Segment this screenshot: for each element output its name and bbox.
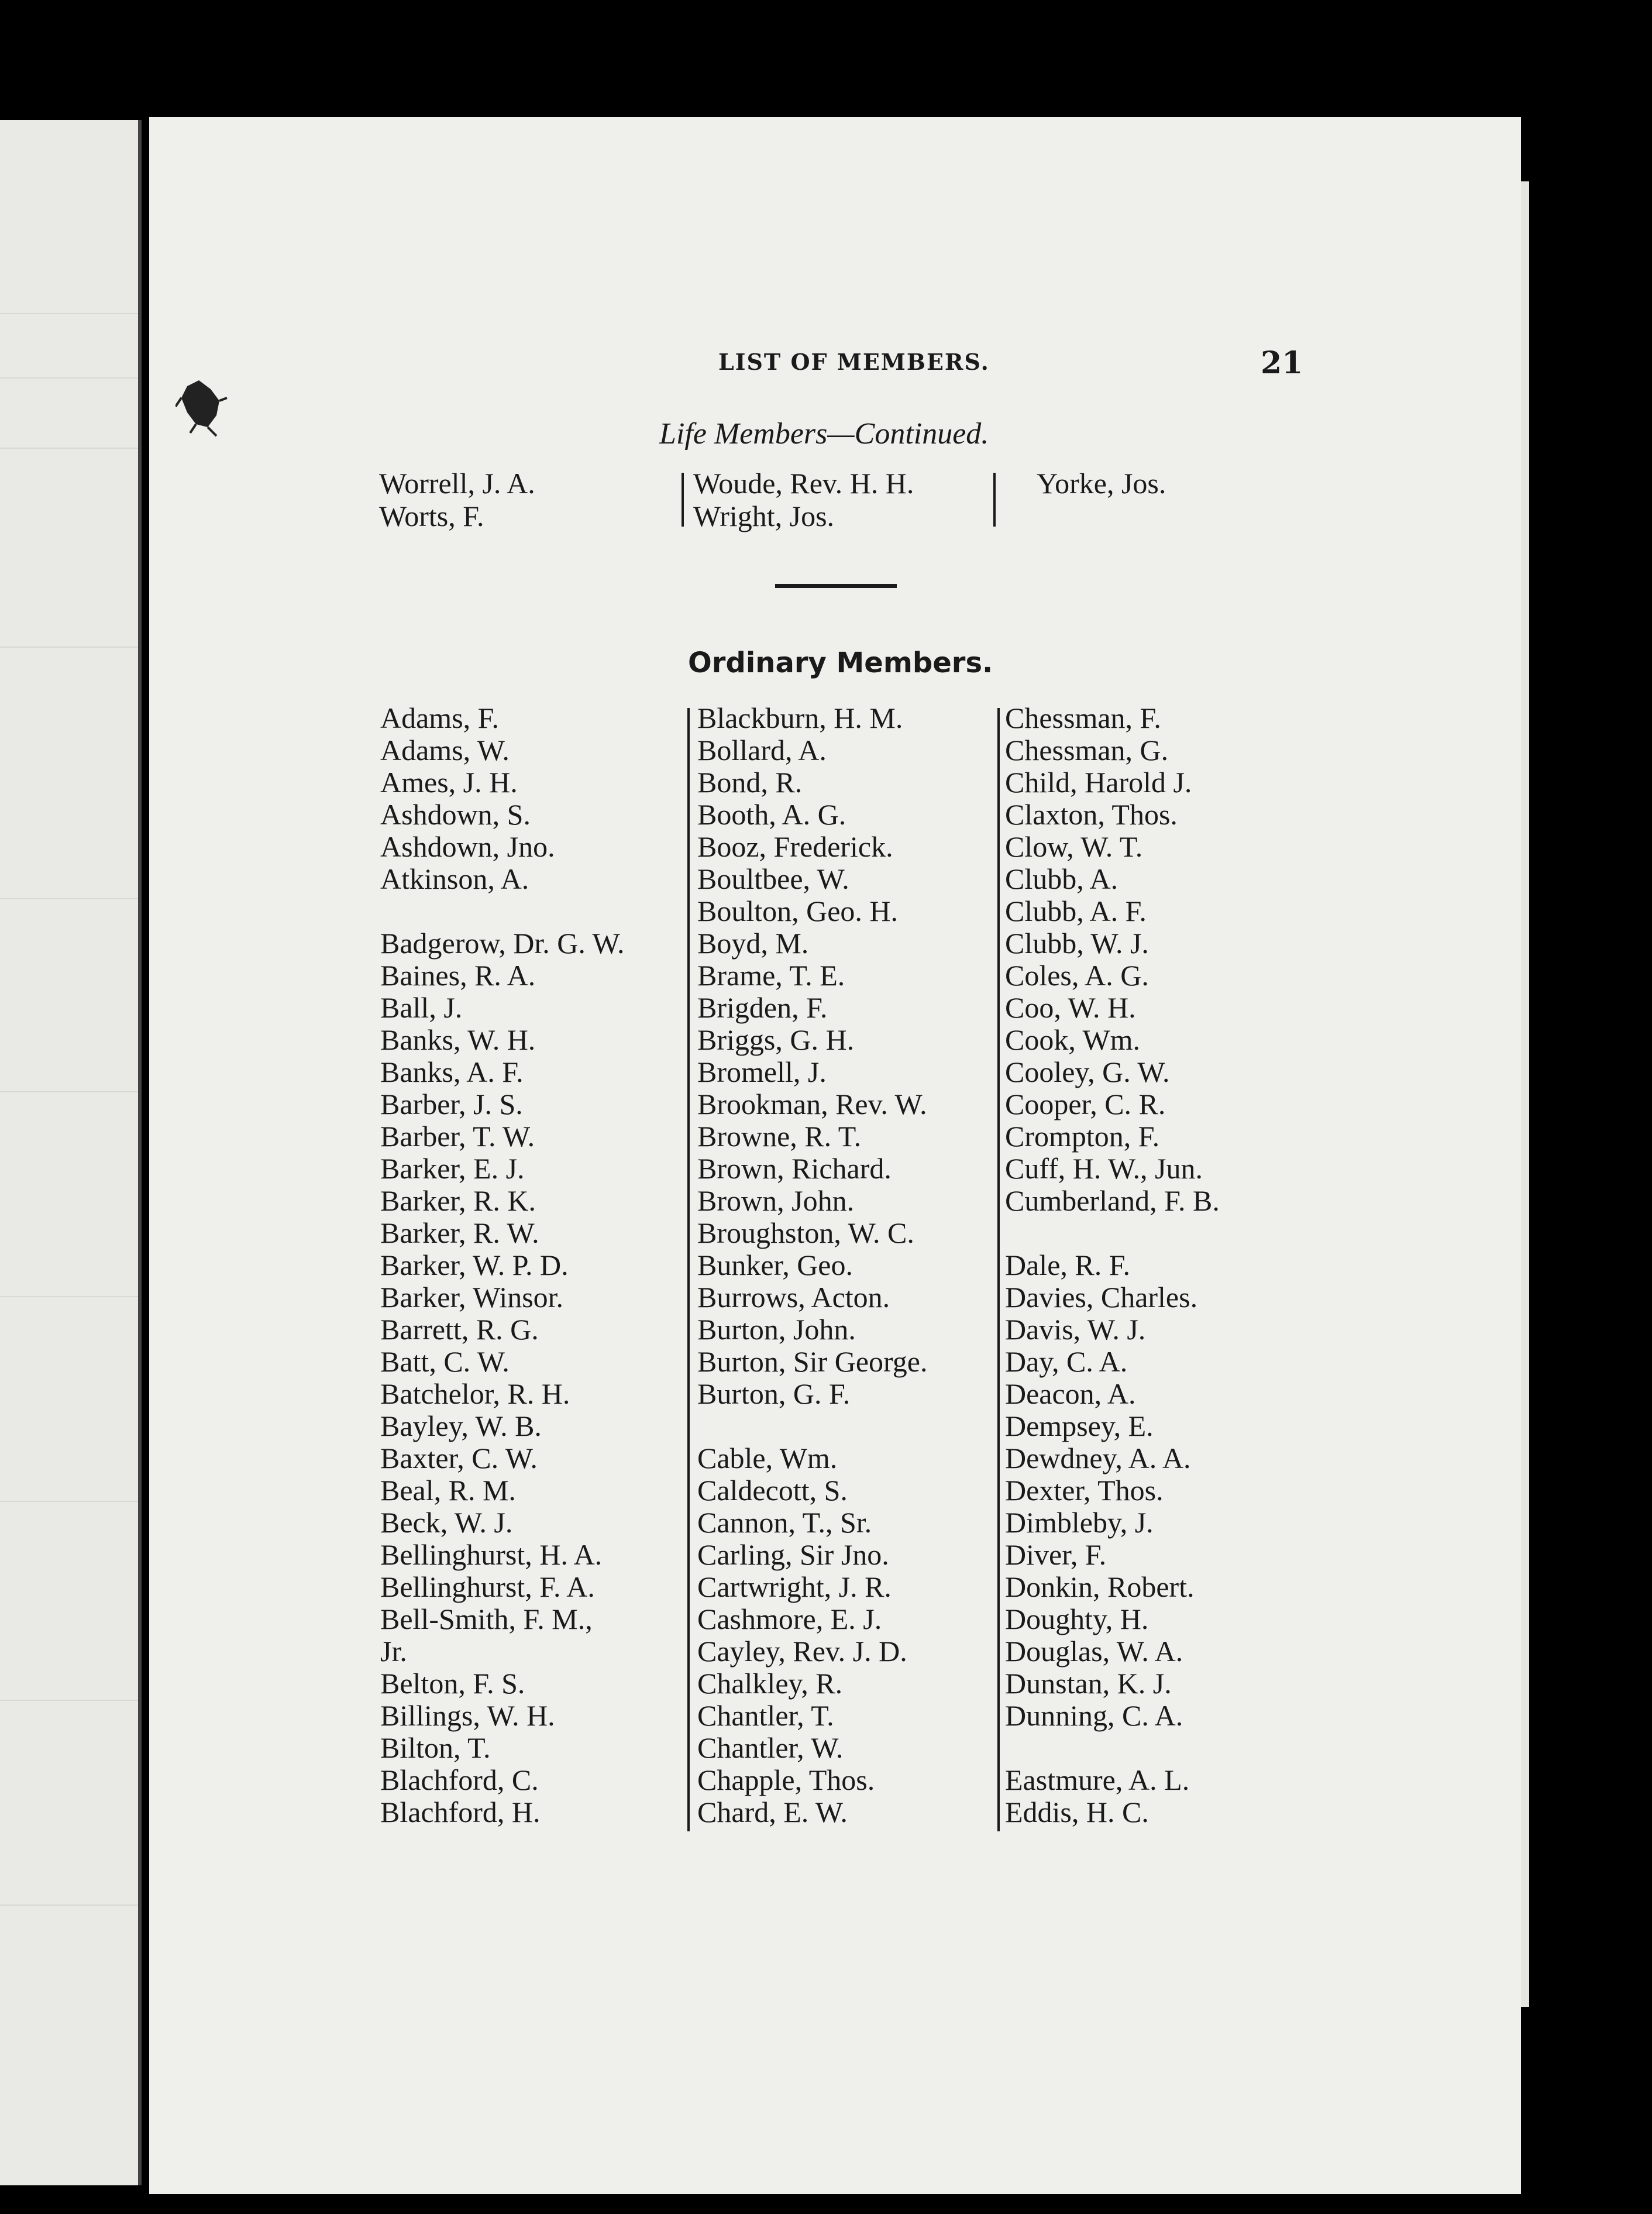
member-name: Beal, R. M. — [380, 1474, 516, 1507]
member-name: Barber, J. S. — [380, 1088, 523, 1120]
member-name: Browne, R. T. — [697, 1120, 862, 1153]
ordinary-members-column-2 — [697, 702, 927, 1828]
member-name: Banks, A. F. — [380, 1056, 524, 1088]
ordinary-members-column-1 — [380, 702, 625, 1828]
column-rule — [687, 708, 690, 1831]
member-name: Brigden, F. — [697, 991, 828, 1024]
member-name: Boyd, M. — [697, 927, 809, 960]
member-name: Bayley, W. B. — [380, 1409, 542, 1442]
member-name: Baines, R. A. — [380, 959, 536, 992]
member-name: Brown, John. — [697, 1184, 855, 1217]
member-name: Blackburn, H. M. — [697, 702, 903, 734]
member-name: Atkinson, A. — [380, 862, 529, 895]
member-name: Ashdown, Jno. — [380, 830, 555, 863]
member-name: Worts, F. — [379, 500, 484, 532]
member-name: Belton, F. S. — [380, 1667, 525, 1700]
member-name: Brown, Richard. — [697, 1152, 892, 1185]
member-name: Briggs, G. H. — [697, 1023, 855, 1056]
member-name: Diver, F. — [1005, 1538, 1107, 1571]
ordinary-members-heading: Ordinary Members. — [688, 647, 993, 679]
member-name: Beck, W. J. — [380, 1506, 513, 1539]
member-name: Donkin, Robert. — [1005, 1570, 1195, 1603]
member-name: Chapple, Thos. — [697, 1763, 875, 1796]
member-name: Cuff, H. W., Jun. — [1005, 1152, 1203, 1185]
member-name: Chalkley, R. — [697, 1667, 843, 1700]
member-name: Burton, John. — [697, 1313, 856, 1346]
member-name: Booz, Frederick. — [697, 830, 893, 863]
member-name: Billings, W. H. — [380, 1699, 555, 1732]
member-name: Barrett, R. G. — [380, 1313, 539, 1346]
member-name: Ashdown, S. — [380, 798, 531, 831]
member-name: Cashmore, E. J. — [697, 1603, 882, 1635]
page-edge — [1521, 181, 1529, 2007]
member-name: Dunning, C. A. — [1005, 1699, 1183, 1732]
member-name: Boultbee, W. — [697, 862, 849, 895]
member-name: Bellinghurst, H. A. — [380, 1538, 603, 1571]
member-name: Eddis, H. C. — [1005, 1796, 1149, 1828]
page-number: 21 — [1261, 345, 1303, 381]
member-name: Booth, A. G. — [697, 798, 846, 831]
member-name: Cartwright, J. R. — [697, 1570, 892, 1603]
member-name: Doughty, H. — [1005, 1603, 1149, 1635]
previous-page-edge — [0, 120, 142, 2185]
member-name: Dexter, Thos. — [1005, 1474, 1164, 1507]
member-name: Cannon, T., Sr. — [697, 1506, 872, 1539]
member-name: Day, C. A. — [1005, 1345, 1128, 1378]
member-name: Dempsey, E. — [1005, 1409, 1154, 1442]
member-name: Davies, Charles. — [1005, 1281, 1198, 1314]
member-name: Bilton, T. — [380, 1731, 491, 1764]
member-name: Ball, J. — [380, 991, 463, 1024]
member-name: Bell-Smith, F. M., — [380, 1603, 593, 1635]
member-name: Cooley, G. W. — [1005, 1056, 1170, 1088]
member-name: Dale, R. F. — [1005, 1249, 1131, 1281]
member-name: Brookman, Rev. W. — [697, 1088, 927, 1120]
member-name: Eastmure, A. L. — [1005, 1763, 1190, 1796]
member-name: Clow, W. T. — [1005, 830, 1143, 863]
member-name: Barber, T. W. — [380, 1120, 535, 1153]
member-name: Bond, R. — [697, 766, 803, 799]
member-name: Burton, G. F. — [697, 1377, 851, 1410]
member-name: Cook, Wm. — [1005, 1023, 1141, 1056]
member-name: Douglas, W. A. — [1005, 1635, 1183, 1668]
member-name: Chantler, T. — [697, 1699, 834, 1732]
life-members-heading: Life Members—Continued. — [659, 417, 989, 451]
member-name: Bellinghurst, F. A. — [380, 1570, 595, 1603]
ordinary-members-column-3 — [1005, 702, 1220, 1828]
member-name: Batchelor, R. H. — [380, 1377, 570, 1410]
member-name: Chessman, F. — [1005, 702, 1161, 734]
member-name: Claxton, Thos. — [1005, 798, 1178, 831]
member-name: Barker, R. K. — [380, 1184, 536, 1217]
member-name: Davis, W. J. — [1005, 1313, 1146, 1346]
ink-blot-mark — [175, 374, 228, 439]
member-name: Yorke, Jos. — [1037, 467, 1166, 500]
member-name: Brame, T. E. — [697, 959, 845, 992]
member-name: Banks, W. H. — [380, 1023, 536, 1056]
member-name: Clubb, A. F. — [1005, 895, 1147, 927]
member-name: Dewdney, A. A. — [1005, 1442, 1191, 1474]
member-name: Barker, E. J. — [380, 1152, 525, 1185]
member-name: Deacon, A. — [1005, 1377, 1136, 1410]
member-name: Chessman, G. — [1005, 734, 1169, 766]
member-name: Cooper, C. R. — [1005, 1088, 1166, 1120]
blank-line — [380, 895, 625, 927]
member-name: Carling, Sir Jno. — [697, 1538, 889, 1571]
member-name: Dunstan, K. J. — [1005, 1667, 1172, 1700]
member-name: Woude, Rev. H. H. — [693, 467, 914, 500]
member-name: Chantler, W. — [697, 1731, 844, 1764]
member-name: Wright, Jos. — [693, 500, 835, 532]
member-name: Worrell, J. A. — [379, 467, 535, 500]
member-name: Barker, R. W. — [380, 1216, 539, 1249]
member-name: Blachford, C. — [380, 1763, 539, 1796]
column-rule — [682, 473, 684, 527]
member-name: Chard, E. W. — [697, 1796, 848, 1828]
life-members-column-1 — [379, 467, 535, 532]
blank-line — [1005, 1217, 1220, 1249]
member-name: Badgerow, Dr. G. W. — [380, 927, 625, 960]
member-name: Child, Harold J. — [1005, 766, 1192, 799]
member-name: Clubb, W. J. — [1005, 927, 1149, 960]
blank-line — [697, 1410, 927, 1442]
member-name: Dimbleby, J. — [1005, 1506, 1154, 1539]
member-name: Caldecott, S. — [697, 1474, 848, 1507]
member-name: Jr. — [380, 1635, 407, 1668]
member-name: Cable, Wm. — [697, 1442, 838, 1474]
member-name: Bunker, Geo. — [697, 1249, 853, 1281]
member-name: Coo, W. H. — [1005, 991, 1136, 1024]
member-name: Batt, C. W. — [380, 1345, 510, 1378]
member-name: Bromell, J. — [697, 1056, 827, 1088]
member-name: Barker, Winsor. — [380, 1281, 564, 1314]
member-name: Blachford, H. — [380, 1796, 541, 1828]
member-name: Bollard, A. — [697, 734, 827, 766]
member-name: Burrows, Acton. — [697, 1281, 890, 1314]
member-name: Burton, Sir George. — [697, 1345, 928, 1378]
member-name: Ames, J. H. — [380, 766, 518, 799]
blank-line — [1005, 1732, 1220, 1764]
member-name: Adams, F. — [380, 702, 499, 734]
member-name: Cayley, Rev. J. D. — [697, 1635, 907, 1668]
member-name: Adams, W. — [380, 734, 510, 766]
member-name: Coles, A. G. — [1005, 959, 1149, 992]
column-rule — [993, 473, 996, 527]
running-header: LIST OF MEMBERS. — [718, 349, 990, 375]
member-name: Barker, W. P. D. — [380, 1249, 569, 1281]
member-name: Cumberland, F. B. — [1005, 1184, 1220, 1217]
life-members-column-2 — [693, 467, 914, 532]
member-name: Boulton, Geo. H. — [697, 895, 899, 927]
life-members-column-3 — [1037, 467, 1166, 500]
section-divider — [775, 584, 897, 588]
member-name: Broughston, W. C. — [697, 1216, 914, 1249]
member-name: Clubb, A. — [1005, 862, 1118, 895]
column-rule — [997, 708, 1000, 1831]
member-name: Crompton, F. — [1005, 1120, 1160, 1153]
member-name: Baxter, C. W. — [380, 1442, 538, 1474]
